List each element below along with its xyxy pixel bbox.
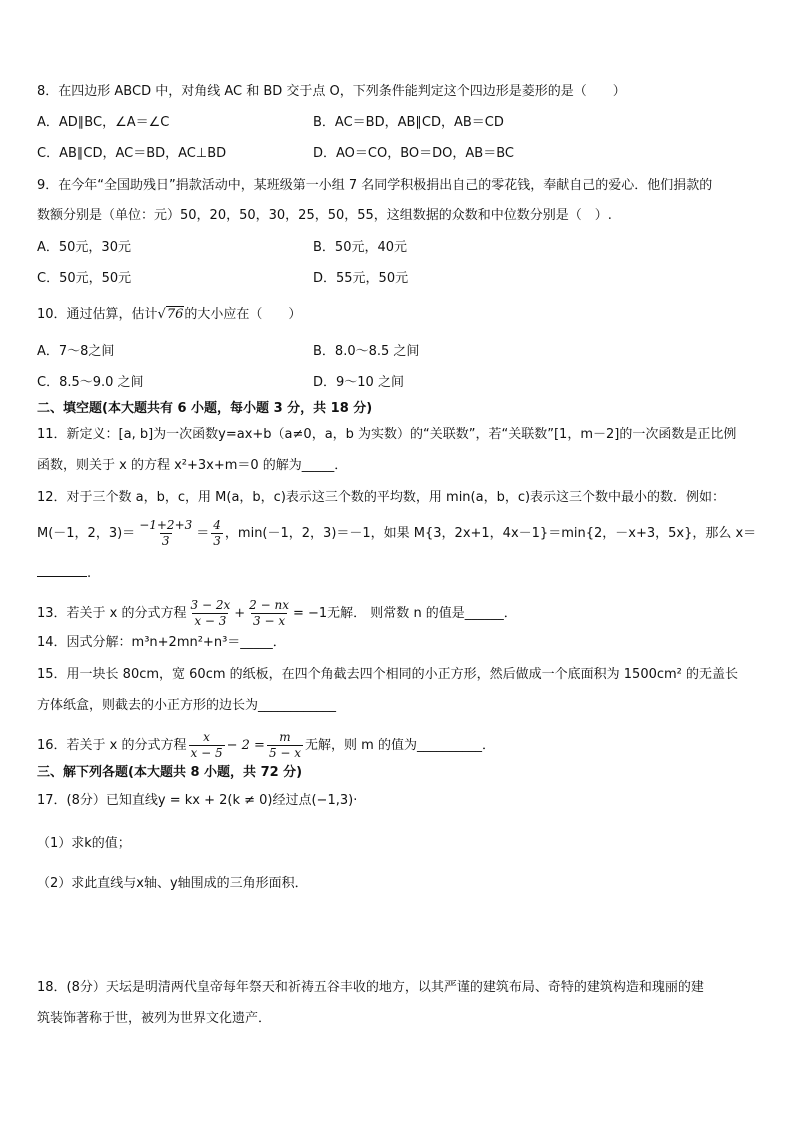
q12-line1: 12．对于三个数 a，b，c，用 M(a，b，c)表示这三个数的平均数，用 min(a，b，c)表示这三个数中最小的数．例如： <box>37 490 726 505</box>
sqrt-expression: √76 <box>157 307 184 322</box>
q12-period: . <box>87 566 92 581</box>
q12-condition: ，min(－1，2，3)＝－1，如果 M{3，2x+1，4x－1}＝min{2，－x+3，5x}，那么 x＝ <box>224 526 757 541</box>
q13-line <box>37 598 517 629</box>
section-heading-fill-in: 二、填空题(本大题共有 6 小题，每小题 3 分，共 18 分) <box>37 401 373 416</box>
fraction-average <box>137 518 194 549</box>
q14-line: 14．因式分解：m³n+2mn²+n³＝_____． <box>37 635 286 650</box>
fraction-denominator: 3 <box>213 534 221 548</box>
q10-stem <box>37 305 301 325</box>
fraction-numerator: m <box>279 730 291 744</box>
q12-example-m: M(－1，2，3)＝ <box>37 526 136 541</box>
fraction-numerator: 2 − nx <box>249 598 289 612</box>
q17-stem: 17．(8分）已知直线y = kx + 2(k ≠ 0)经过点(−1,3)· <box>37 793 358 808</box>
section-heading-solve: 三、解下列各题(本大题共 8 小题，共 72 分) <box>37 765 303 780</box>
q9-option-d: D．55元，50元 <box>313 271 409 286</box>
fraction-denominator: x − 3 <box>194 614 227 628</box>
q17-part2: （2）求此直线与x轴、y轴围成的三角形面积． <box>37 876 308 891</box>
q12-line2 <box>37 518 756 549</box>
q10-stem-after: 的大小应在（ ） <box>184 307 302 322</box>
q8-option-b: B．AC＝BD，AB∥CD，AB＝CD <box>313 115 504 130</box>
q8-stem: 8．在四边形 ABCD 中，对角线 AC 和 BD 交于点 O，下列条件能判定这个四边形是菱形的是（ ） <box>37 84 626 99</box>
q13-before: 13．若关于 x 的分式方程 <box>37 606 187 621</box>
q10-option-a: A．7～8之间 <box>37 344 115 359</box>
fraction-denominator: 3 <box>161 534 170 548</box>
q16-mid: − 2 = <box>226 738 265 753</box>
q9-option-c: C．50元，50元 <box>37 271 132 286</box>
fraction-numerator: x <box>203 730 210 744</box>
q16-line <box>37 730 495 761</box>
fraction-denominator: 5 − x <box>268 746 302 760</box>
q16-before: 16．若关于 x 的分式方程 <box>37 738 187 753</box>
fraction-result <box>211 518 223 549</box>
fraction-2 <box>247 598 291 629</box>
plus-sign: + <box>234 606 246 621</box>
fraction-denominator: x − 5 <box>190 746 223 760</box>
q10-option-d: D．9～10 之间 <box>313 375 404 390</box>
answer-blank <box>37 562 87 577</box>
fraction-2 <box>267 730 303 761</box>
radicand: 76 <box>166 307 184 322</box>
fraction-1 <box>189 730 225 761</box>
q9-stem-line1: 9．在今年“全国助残日”捐款活动中，某班级第一小组 7 名同学积极捐出自己的零花钱，奉献自己的爱心．他们捐款的 <box>37 178 713 193</box>
q15-line1: 15．用一块长 80cm，宽 60cm 的纸板，在四个角截去四个相同的小正方形，然后做成一个底面积为 1500cm² 的无盖长 <box>37 667 739 682</box>
q10-option-c: C．8.5～9.0 之间 <box>37 375 144 390</box>
q15-line2: 方体纸盒，则截去的小正方形的边长为____________ <box>37 698 337 713</box>
equals-sign: ＝ <box>196 526 210 541</box>
q8-option-d: D．AO＝CO，BO＝DO，AB＝BC <box>313 146 514 161</box>
q9-stem-line2: 数额分别是（单位：元）50，20，50，30，25，50，55，这组数据的众数和中位数分别是（ ）. <box>37 208 612 223</box>
q11-line2: 函数，则关于 x 的方程 x²+3x+m＝0 的解为_____． <box>37 458 348 473</box>
q18-line1: 18．(8分）天坛是明清两代皇帝每年祭天和祈祷五谷丰收的地方，以其严谨的建筑布局、奇特的建筑构造和瑰丽的建 <box>37 980 704 995</box>
q17-part1: （1）求k的值； <box>37 836 131 851</box>
q8-option-c: C．AB∥CD，AC＝BD，AC⊥BD <box>37 146 227 161</box>
fraction-numerator: −1+2+3 <box>139 518 193 532</box>
q8-option-a: A．AD∥BC，∠A＝∠C <box>37 115 170 130</box>
fraction-numerator: 4 <box>213 518 221 532</box>
q11-line1: 11．新定义：[a, b]为一次函数y=ax+b（a≠0，a，b 为实数）的“关联数”，若“关联数”[1，m－2]的一次函数是正比例 <box>37 427 737 442</box>
q10-option-b: B．8.0～8.5 之间 <box>313 344 420 359</box>
q12-line3 <box>37 562 91 584</box>
q9-option-a: A．50元，30元 <box>37 240 131 255</box>
fraction-1 <box>189 598 233 629</box>
q18-line2: 筑装饰著称于世，被列为世界文化遗产． <box>37 1011 272 1026</box>
q9-option-b: B．50元，40元 <box>313 240 408 255</box>
fraction-numerator: 3 − 2x <box>190 598 231 612</box>
q16-after: 无解，则 m 的值为__________． <box>305 738 495 753</box>
q13-after: = −1无解． 则常数 n 的值是______． <box>292 606 517 621</box>
fraction-denominator: 3 − x <box>253 614 286 628</box>
q10-stem-before: 10．通过估算，估计 <box>37 307 158 322</box>
